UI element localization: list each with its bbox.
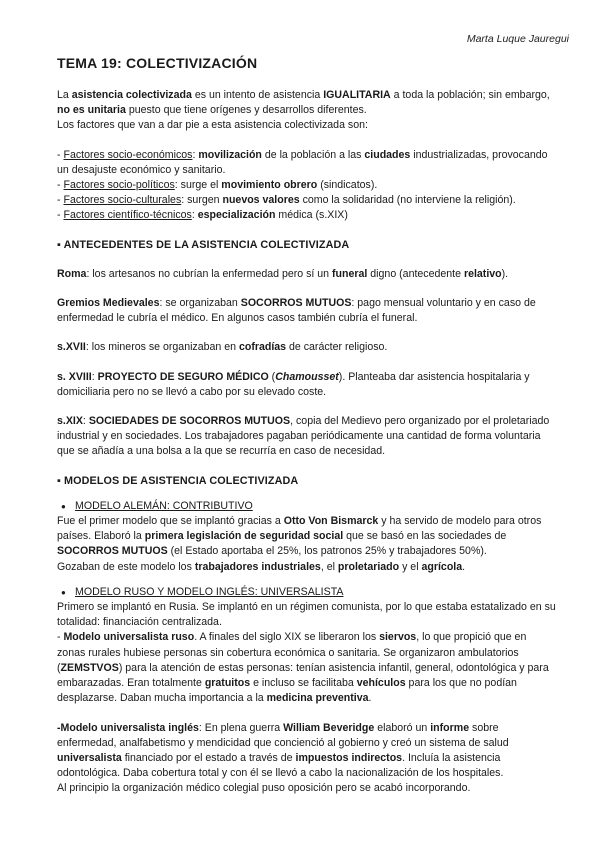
heading-modelo-ruso-ingles: ● MODELO RUSO Y MODELO INGLÉS: UNIVERSALISTA — [57, 585, 557, 600]
factor-sociopolitical: - Factores socio-políticos: surge el movimiento obrero (sindicatos). — [57, 179, 378, 192]
paragraph-xviii: s. XVIII: PROYECTO DE SEGURO MÉDICO (Chamousset). Planteaba dar asistencia hospitalaria y domiciliaria pero no se llevó a cabo por su elevado coste. — [57, 370, 530, 398]
paragraph-gremios: Gremios Medievales: se organizaban SOCORROS MUTUOS: pago mensual voluntario y en caso de enfermedad le cubría el médico. En algunos casos también cubría el funeral. — [57, 297, 536, 325]
factor-scientific: - Factores científico-técnicos: especialización médica (s.XIX) — [57, 209, 348, 222]
page-title: TEMA 19: COLECTIVIZACIÓN — [57, 55, 258, 71]
factor-sociocultural: - Factores socio-culturales: surgen nuevos valores como la solidaridad (no interviene la religión). — [57, 194, 516, 207]
paragraph-modelo-ingles: -Modelo universalista inglés: En plena guerra William Beveridge elaboró un informe sobre enfermedad, analfabetismo y mendicidad que concienció al gobierno y creó un sistema de salud universalista financiado por el estado a través de impuestos indirectos. Incluía la asistencia odontológica. Daba cobertura total y con él se llevó a cabo la nacionalización de los hospitales. — [57, 721, 509, 780]
intro-paragraph: La asistencia colectivizada es un intento de asistencia IGUALITARIA a toda la población; sin embargo, no es unitaria puesto que tiene orígenes y desarrollos diferentes. — [57, 89, 550, 117]
paragraph-modelo-ruso: - Modelo universalista ruso. A finales del siglo XIX se liberaron los siervos, lo que propició que en zonas rurales hubiese personas sin cobertura económica o sanitaria. Se organizaron ambulatorios (ZEMSTVOS) para la atención de estas personas: tenían asistencia infantil, general, odontológica y para embarazadas. Eran totalmente gratuitos e incluso se facilitaba vehículos para los que no podían desplazarse. Daban mucha importancia a la medicina preventiva. — [57, 631, 549, 705]
heading-modelo-aleman: ● MODELO ALEMÁN: CONTRIBUTIVO — [57, 499, 557, 514]
section-heading-antecedentes: ▪ ANTECEDENTES DE LA ASISTENCIA COLECTIVIZADA — [57, 238, 350, 251]
section-heading-modelos: ▪ MODELOS DE ASISTENCIA COLECTIVIZADA — [57, 474, 299, 487]
paragraph-xix: s.XIX: SOCIEDADES DE SOCORROS MUTUOS, copia del Medievo pero organizado por el proletariado industrial y en sociedades. Los trabajadores pagaban periódicamente una cantidad de forma voluntaria que se añadía a una bolsa a la que se recurría en caso de necesidad. — [57, 415, 550, 458]
paragraph-modelo-aleman-beneficiaries: Gozaban de este modelo los trabajadores industriales, el proletariado y el agrícola. — [57, 560, 466, 573]
document-body — [57, 88, 557, 797]
paragraph-roma: Roma: los artesanos no cubrían la enfermedad pero sí un funeral digno (antecedente relativo). — [57, 267, 509, 280]
paragraph-modelo-ingles-end: Al principio la organización médico colegial puso oposición pero se acabó incorporando. — [57, 782, 471, 795]
paragraph-modelo-aleman: Fue el primer modelo que se implantó gracias a Otto Von Bismarck y ha servido de modelo para otros países. Elaboró la primera legislación de seguridad social que se basó en las sociedades de SOCORROS MUTUOS (el Estado aportaba el 25%, los patronos 25% y trabajadores 50%). — [57, 515, 542, 558]
author-name: Marta Luque Jauregui — [466, 33, 569, 45]
factor-socioeconomic: - Factores socio-económicos: movilización de la población a las ciudades industrializadas, provocando un desajuste económico y sanitario. — [57, 148, 548, 176]
paragraph-xvii: s.XVII: los mineros se organizaban en cofradías de carácter religioso. — [57, 341, 388, 354]
intro-factors-line: Los factores que van a dar pie a esta asistencia colectivizada son: — [57, 119, 368, 132]
paragraph-rusia-intro: Primero se implantó en Rusia. Se implantó en un régimen comunista, por lo que estaba estatalizado en su totalidad: financiación centralizada. — [57, 601, 556, 629]
